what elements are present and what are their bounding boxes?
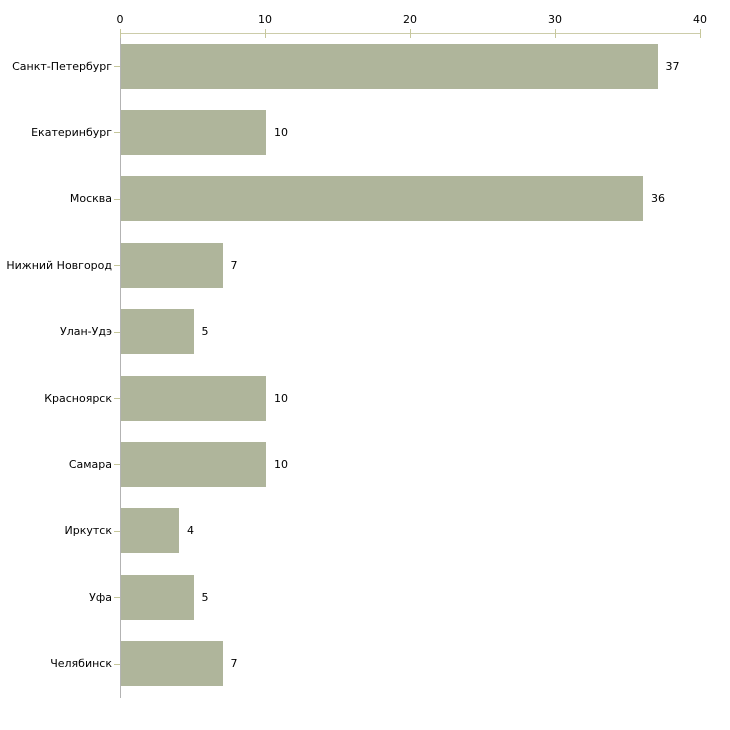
bar-row bbox=[0, 564, 730, 630]
category-label: Самара bbox=[68, 458, 112, 472]
bar-row bbox=[0, 166, 730, 232]
category-tick-mark bbox=[114, 132, 120, 133]
category-label: Москва bbox=[69, 192, 112, 206]
value-label: 10 bbox=[274, 458, 288, 472]
bar bbox=[121, 508, 179, 553]
bar bbox=[121, 243, 223, 288]
category-tick-mark bbox=[114, 66, 120, 67]
x-axis-tick-label: 0 bbox=[116, 13, 124, 26]
category-tick-mark bbox=[114, 398, 120, 399]
bar bbox=[121, 176, 643, 221]
bar-row bbox=[0, 498, 730, 564]
category-tick-mark bbox=[114, 199, 120, 200]
bar-row bbox=[0, 431, 730, 497]
category-label: Челябинск bbox=[50, 657, 112, 671]
value-label: 4 bbox=[187, 524, 194, 538]
value-label: 36 bbox=[651, 192, 665, 206]
category-tick-mark bbox=[114, 332, 120, 333]
category-tick-mark bbox=[114, 265, 120, 266]
value-label: 37 bbox=[665, 59, 680, 73]
category-tick-mark bbox=[114, 597, 120, 598]
bar bbox=[121, 309, 194, 354]
bar-row bbox=[0, 232, 730, 298]
category-tick-mark bbox=[114, 531, 120, 532]
bar bbox=[121, 44, 658, 89]
bar bbox=[121, 376, 266, 421]
category-label: Иркутск bbox=[64, 524, 112, 538]
value-label: 7 bbox=[230, 258, 238, 272]
value-label: 10 bbox=[274, 391, 288, 405]
bar bbox=[121, 110, 266, 155]
bar-row bbox=[0, 365, 730, 431]
bar bbox=[121, 442, 266, 487]
x-axis-tick-label: 30 bbox=[548, 13, 562, 26]
value-label: 5 bbox=[201, 590, 209, 604]
plot-area bbox=[0, 33, 730, 697]
value-label: 7 bbox=[230, 657, 238, 671]
bar-row bbox=[0, 99, 730, 165]
category-tick-mark bbox=[114, 664, 120, 665]
bar bbox=[121, 575, 194, 620]
bar-row bbox=[0, 299, 730, 365]
category-label: Уфа bbox=[89, 590, 112, 604]
category-tick-mark bbox=[114, 464, 120, 465]
x-axis-tick-label: 40 bbox=[693, 13, 707, 26]
bar-row bbox=[0, 631, 730, 697]
x-axis-tick-label: 10 bbox=[258, 13, 272, 26]
category-label: Нижний Новгород bbox=[6, 258, 112, 272]
category-label: Улан-Удэ bbox=[60, 325, 112, 339]
bar bbox=[121, 641, 223, 686]
x-axis-tick-label: 20 bbox=[403, 13, 417, 26]
value-label: 5 bbox=[201, 325, 209, 339]
value-label: 10 bbox=[274, 126, 288, 140]
category-label: Санкт-Петербург bbox=[12, 59, 112, 73]
bar-row bbox=[0, 33, 730, 99]
category-label: Красноярск bbox=[44, 391, 112, 405]
category-label: Екатеринбург bbox=[31, 126, 112, 140]
